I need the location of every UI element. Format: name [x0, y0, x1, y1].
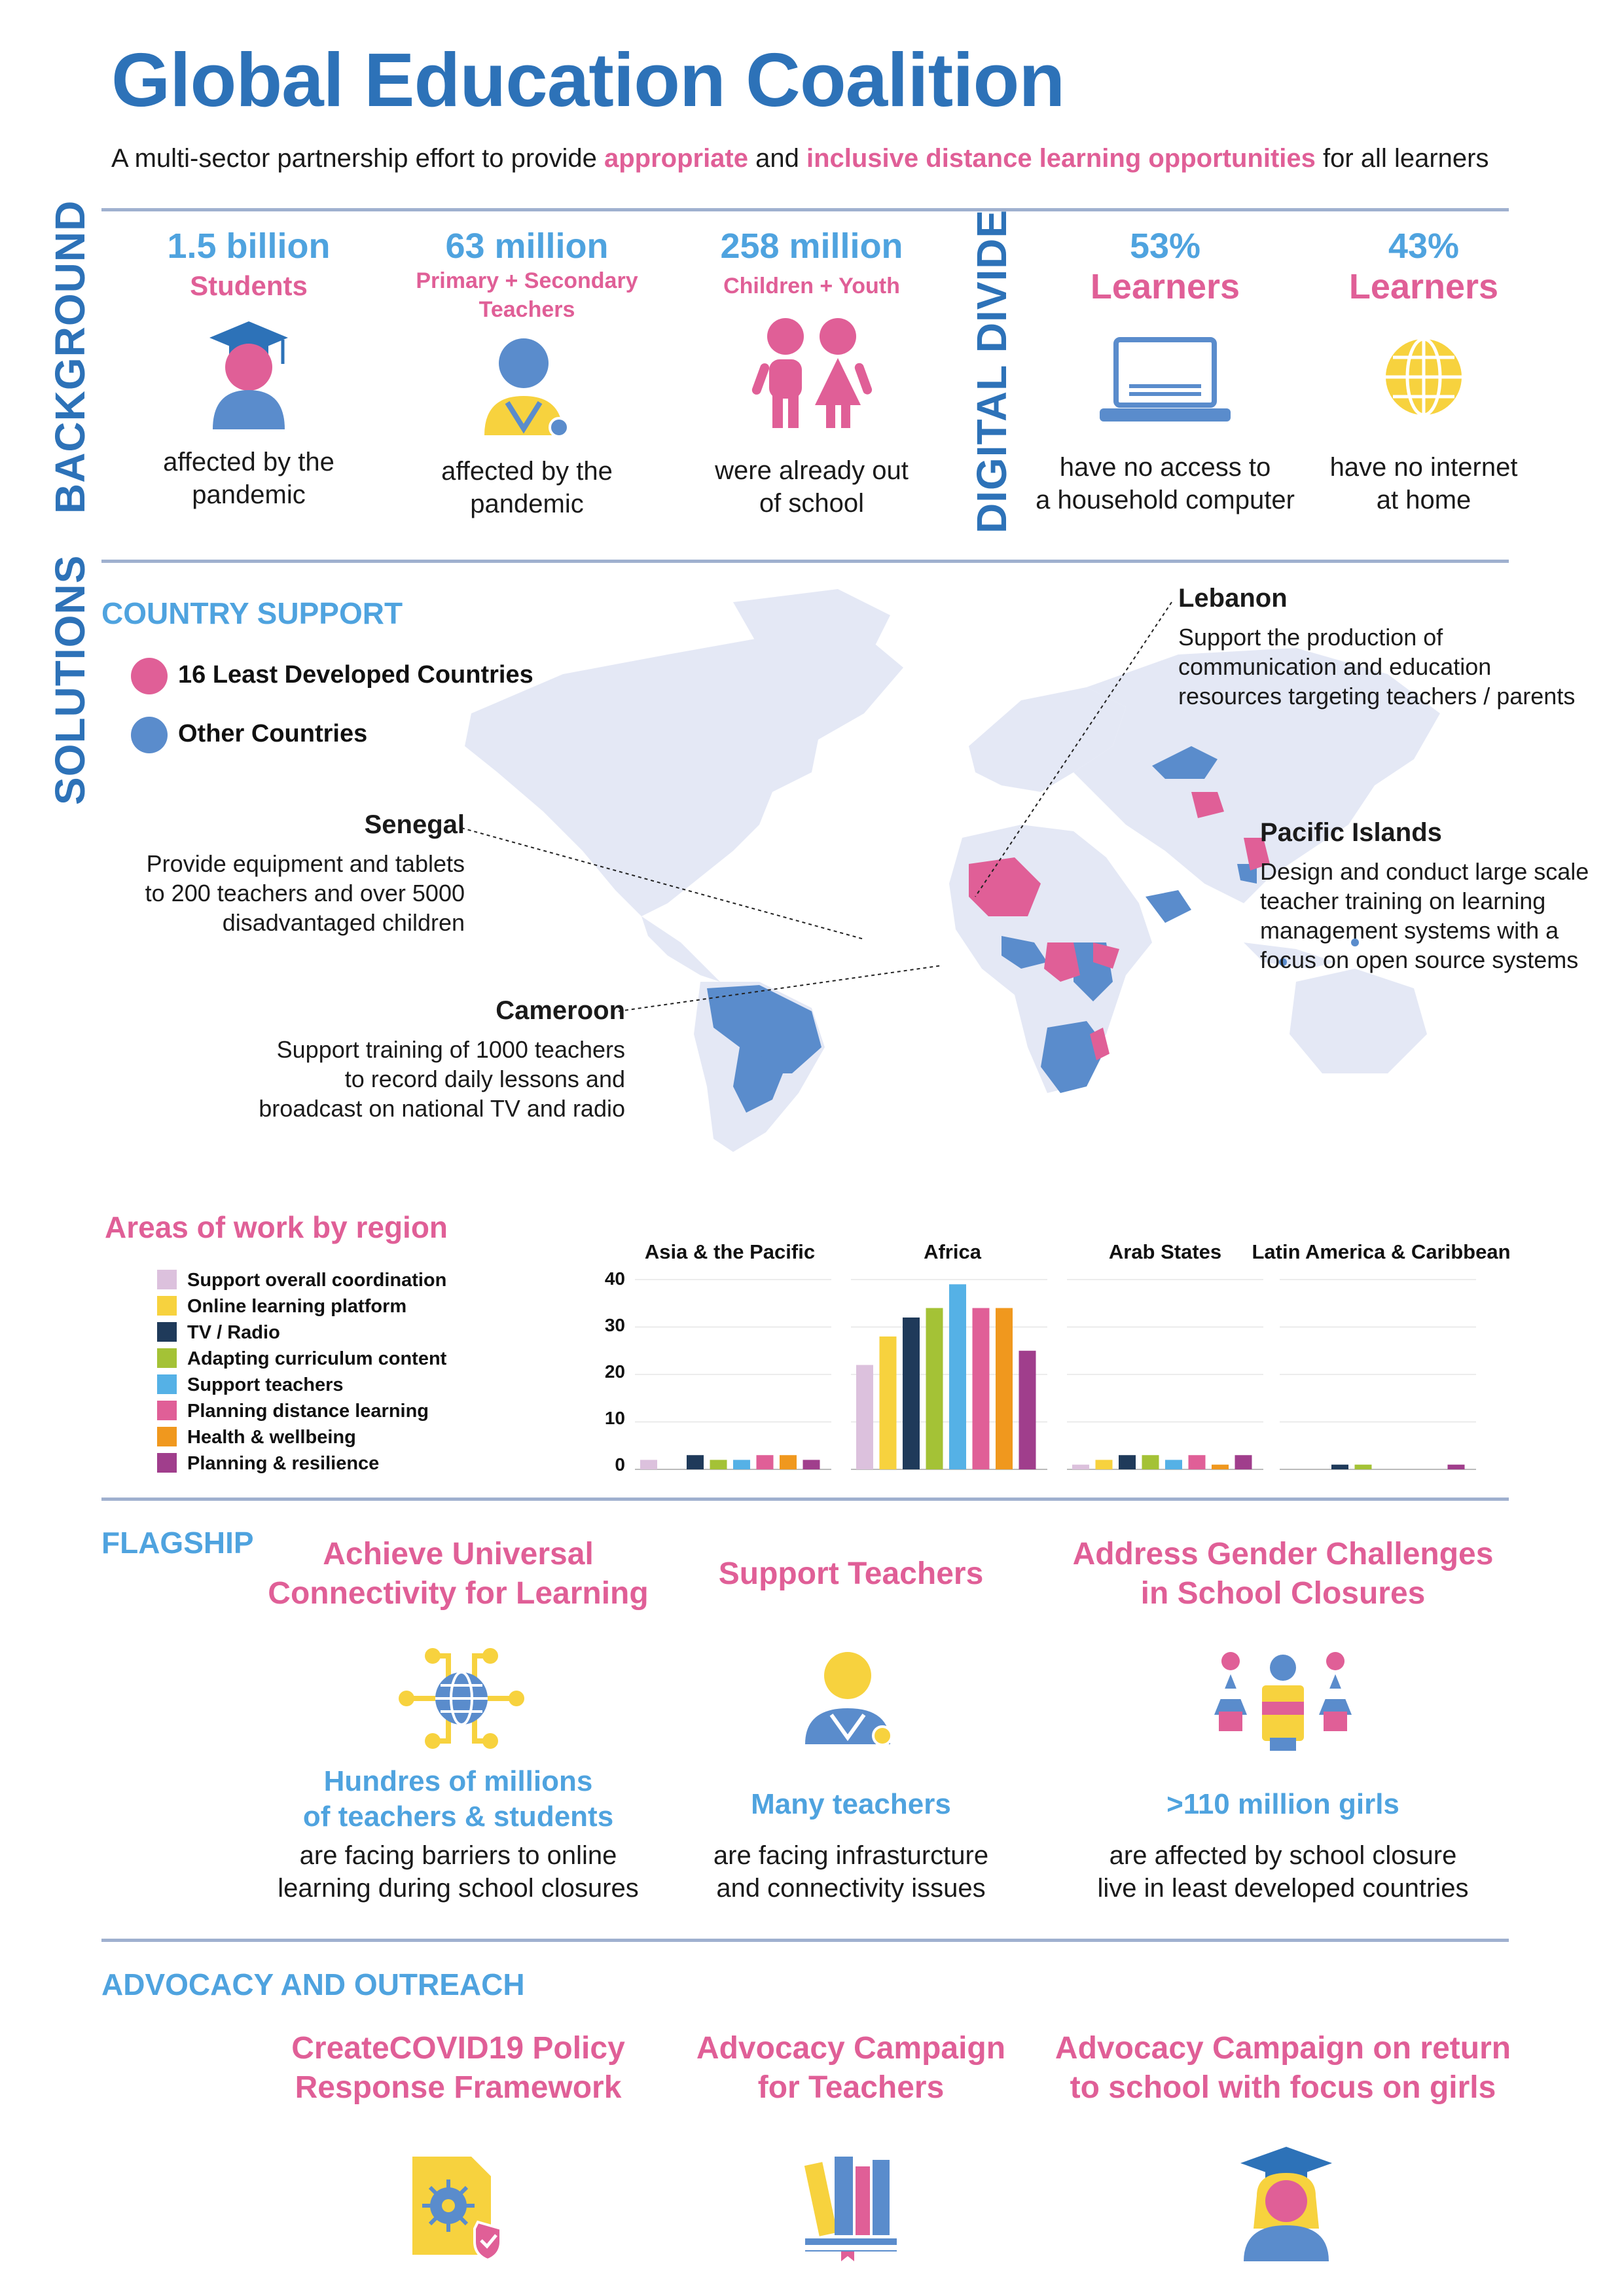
legend-swatch: [157, 1322, 177, 1342]
advocacy-title: [255, 2029, 661, 2108]
legend-label: Online learning platform: [187, 1296, 407, 1317]
subtitle-highlight: appropriate: [604, 144, 748, 173]
legend-swatch: [157, 1453, 177, 1473]
solutions-label: SOLUTIONS: [46, 554, 94, 805]
category-legend-item: [157, 1427, 356, 1448]
advocacy-title-line: to school with focus on girls: [1070, 2070, 1496, 2105]
legend-label: 16 Least Developed Countries: [178, 661, 533, 689]
subtitle-highlight: inclusive distance learning opportunities: [806, 144, 1316, 173]
flagship-title-line: in School Closures: [1140, 1576, 1426, 1611]
callout-line: management systems with a: [1260, 917, 1559, 944]
flagship-title-line: Address Gender Challenges: [1072, 1537, 1494, 1571]
stat-label: Teachers: [478, 297, 575, 322]
legend-label: TV / Radio: [187, 1322, 280, 1343]
stat-desc: pandemic: [192, 480, 306, 509]
y-tick-label: 10: [604, 1408, 625, 1428]
legend-swatch: [157, 1374, 177, 1394]
stat-number: 63 million: [445, 226, 609, 266]
flagship-title-line: Support Teachers: [718, 1556, 984, 1591]
legend-label: Planning & resilience: [187, 1453, 380, 1474]
legend-label: Support overall coordination: [187, 1270, 447, 1291]
legend-swatch: [157, 1296, 177, 1316]
callout-line: communication and education: [1178, 653, 1492, 680]
callout-cameroon: [196, 996, 625, 1123]
flagship-desc-line: are facing infrasturcture: [713, 1841, 989, 1870]
bar: [780, 1455, 797, 1469]
advocacy-heading: ADVOCACY AND OUTREACH: [101, 1967, 525, 2001]
callout-line: disadvantaged children: [222, 909, 465, 936]
bar: [856, 1365, 873, 1470]
stat-desc: a household computer: [1036, 486, 1295, 514]
stat-label: Learners: [1348, 267, 1499, 306]
callout-line: Provide equipment and tablets: [146, 850, 465, 877]
flagship-desc-line: live in least developed countries: [1097, 1874, 1469, 1903]
bar: [973, 1308, 990, 1470]
flagship-desc: [668, 1839, 1034, 1905]
callout-pacific-islands: [1260, 818, 1620, 975]
bar: [710, 1460, 727, 1470]
bar: [1189, 1455, 1206, 1469]
legend-label: Other Countries: [178, 720, 368, 748]
legend-swatch: [157, 1270, 177, 1289]
flagship-stat-line: >110 million girls: [1166, 1788, 1399, 1820]
advocacy-title-line: Advocacy Campaign on return: [1055, 2031, 1511, 2066]
stat-desc: affected by the: [441, 457, 613, 486]
flagship-desc-line: are affected by school closure: [1109, 1841, 1457, 1870]
stat-label: Learners: [1090, 267, 1240, 306]
region-label: Asia & the Pacific: [644, 1240, 816, 1263]
bar: [1019, 1351, 1036, 1469]
bar: [640, 1460, 657, 1470]
flagship-title: [668, 1554, 1034, 1594]
stat-number: 43%: [1388, 226, 1460, 266]
network-globe-icon: [396, 1643, 527, 1757]
category-legend-item: [157, 1270, 446, 1291]
callout-title: Pacific Islands: [1260, 818, 1442, 847]
flagship-stat: [1041, 1787, 1525, 1822]
digital-divide-label: DIGITAL DIVIDE: [968, 209, 1015, 533]
stat-number: 53%: [1129, 226, 1201, 266]
region-label: Latin America & Caribbean: [1252, 1240, 1511, 1263]
stat-desc: have no access to: [1059, 453, 1271, 482]
flagship-desc: [1041, 1839, 1525, 1905]
stat-desc: pandemic: [470, 490, 584, 518]
callout-line: Support the production of: [1178, 624, 1443, 651]
flagship-stat-line: of teachers & students: [302, 1801, 614, 1833]
background-label: BACKGROUND: [46, 200, 94, 514]
advocacy-title: [1041, 2029, 1525, 2108]
category-legend-item: [157, 1348, 446, 1370]
legend-label: Planning distance learning: [187, 1401, 429, 1422]
bar: [1096, 1460, 1113, 1470]
stat-desc: have no internet: [1329, 453, 1518, 482]
stat-desc: of school: [759, 489, 865, 518]
callout-line: to 200 teachers and over 5000: [145, 880, 465, 906]
y-tick-label: 30: [604, 1315, 625, 1335]
bar: [757, 1455, 774, 1469]
y-tick-label: 20: [604, 1361, 625, 1382]
stat-number: 1.5 billion: [167, 226, 331, 266]
flagship-desc-line: and connectivity issues: [716, 1874, 986, 1903]
flagship-stat: [255, 1764, 661, 1835]
bar: [880, 1336, 897, 1469]
callout-title: Lebanon: [1178, 584, 1288, 613]
areas-title: Areas of work by region: [105, 1210, 448, 1244]
stat-desc: at home: [1376, 486, 1471, 514]
callout-lebanon: [1178, 584, 1597, 711]
callout-line: resources targeting teachers / parents: [1178, 683, 1576, 709]
bar: [949, 1284, 966, 1469]
books-icon: [802, 2150, 900, 2265]
callout-title: Cameroon: [496, 996, 625, 1025]
flagship-title-line: Achieve Universal: [323, 1537, 594, 1571]
advocacy-title: [668, 2029, 1034, 2108]
legend-swatch: [157, 1348, 177, 1368]
bar: [803, 1460, 820, 1470]
flagship-title-line: Connectivity for Learning: [268, 1576, 649, 1611]
flagship-heading: FLAGSHIP: [101, 1526, 254, 1560]
stat-label: Primary + Secondary: [416, 268, 638, 293]
country-support-heading: COUNTRY SUPPORT: [101, 596, 403, 630]
stat-desc: were already out: [715, 456, 909, 485]
category-legend-item: [157, 1401, 429, 1422]
stat-number: 258 million: [720, 226, 903, 266]
divider: [101, 1939, 1509, 1942]
flagship-desc-line: learning during school closures: [278, 1874, 639, 1903]
flagship-desc-line: are facing barriers to online: [299, 1841, 617, 1870]
callout-line: focus on open source systems: [1260, 946, 1579, 973]
advocacy-title-line: Response Framework: [295, 2070, 622, 2105]
bar: [1119, 1455, 1136, 1469]
legend-label: Health & wellbeing: [187, 1427, 356, 1448]
bar-chart: [628, 1270, 1492, 1479]
bar: [1235, 1455, 1252, 1469]
bar: [1448, 1465, 1465, 1469]
legend-label: Adapting curriculum content: [187, 1348, 447, 1369]
advocacy-title-line: for Teachers: [757, 2070, 945, 2105]
callout-title: Senegal: [364, 810, 465, 839]
y-tick-label: 40: [604, 1268, 625, 1289]
flagship-stat-line: Hundres of millions: [323, 1765, 593, 1797]
page-title: Global Education Coalition: [111, 37, 1065, 122]
advocacy-title-line: Advocacy Campaign: [696, 2031, 1006, 2066]
y-tick-label: 0: [615, 1454, 625, 1475]
bar: [926, 1308, 943, 1470]
region-label: Arab States: [1108, 1240, 1222, 1263]
callout-line: Support training of 1000 teachers: [276, 1036, 625, 1063]
stat-label: Students: [190, 270, 308, 301]
bar: [1212, 1465, 1229, 1469]
subtitle-text: A multi-sector partnership effort to provide: [111, 144, 604, 173]
legend-swatch: [157, 1401, 177, 1420]
bar: [1355, 1465, 1372, 1469]
bar: [1072, 1465, 1089, 1469]
subtitle-text: and: [748, 144, 806, 173]
bar: [903, 1318, 920, 1469]
region-label: Africa: [924, 1240, 981, 1263]
flagship-title: [1041, 1535, 1525, 1613]
bar: [1142, 1455, 1159, 1469]
flagship-desc: [249, 1839, 668, 1905]
divider: [101, 1498, 1509, 1501]
flagship-title: [255, 1535, 661, 1613]
teacher-icon: [799, 1649, 897, 1751]
callout-line: Design and conduct large scale: [1260, 858, 1589, 885]
bar: [733, 1460, 750, 1470]
bar: [687, 1455, 704, 1469]
category-legend-item: [157, 1374, 344, 1396]
callout-line: teacher training on learning: [1260, 888, 1546, 914]
bar: [996, 1308, 1013, 1470]
flagship-stat-line: Many teachers: [751, 1788, 951, 1820]
callout-line: to record daily lessons and: [344, 1066, 625, 1092]
category-legend-item: [157, 1322, 280, 1344]
callout-senegal: [92, 810, 465, 937]
bar: [1331, 1465, 1348, 1469]
subtitle-text: for all learners: [1315, 144, 1489, 173]
category-legend-item: [157, 1453, 379, 1475]
flagship-stat: [668, 1787, 1034, 1822]
policy-document-icon: [406, 2150, 511, 2265]
legend-swatch: [157, 1427, 177, 1446]
legend-label: Support teachers: [187, 1374, 344, 1395]
girl-graduate-icon: [1234, 2144, 1339, 2265]
advocacy-title-line: CreateCOVID19 Policy: [291, 2031, 625, 2066]
category-legend-item: [157, 1296, 406, 1318]
people-icon: [1204, 1649, 1362, 1757]
stat-desc: affected by the: [163, 448, 334, 476]
callout-line: broadcast on national TV and radio: [259, 1095, 625, 1122]
stat-label: Children + Youth: [723, 274, 900, 298]
bar: [1165, 1460, 1182, 1470]
